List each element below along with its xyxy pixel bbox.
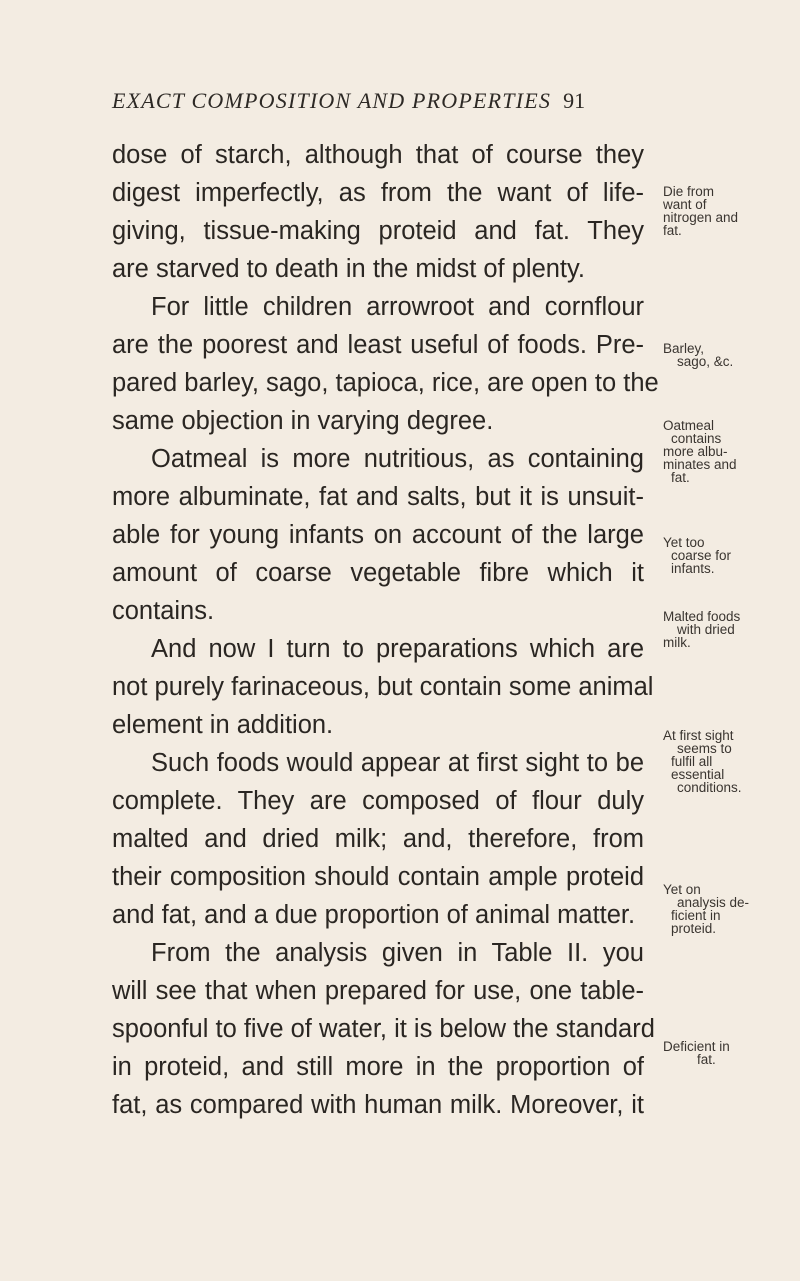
note-line: want of <box>663 197 707 212</box>
note-line: At first sight <box>663 728 734 743</box>
note-line: essential <box>671 767 725 782</box>
margin-note-at-first-sight <box>663 729 742 794</box>
body-line: fat, as compared with human milk. Moreover, it <box>112 1091 644 1119</box>
note-line: Malted foods <box>663 609 741 624</box>
body-line: amount of coarse vegetable fibre which it <box>112 559 644 587</box>
body-line: pared barley, sago, tapioca, rice, are open to the <box>112 369 659 397</box>
note-line: with dried <box>677 622 735 637</box>
body-line: digest imperfectly, as from the want of life- <box>112 179 644 207</box>
margin-note-yet-too-coarse <box>663 536 731 575</box>
body-line: giving, tissue-making proteid and fat. They <box>112 217 644 245</box>
note-line: Deficient in <box>663 1039 730 1054</box>
body-line: their composition should contain ample proteid <box>112 863 644 891</box>
note-line: nitrogen and <box>663 210 739 225</box>
body-line: malted and dried milk; and, therefore, from <box>112 825 644 853</box>
margin-note-die-from-want <box>663 185 738 237</box>
note-line: fat. <box>663 223 682 238</box>
body-line: in proteid, and still more in the proportion of <box>112 1053 644 1081</box>
note-line: conditions. <box>677 780 742 795</box>
page-number: 91 <box>563 88 586 113</box>
body-line: spoonful to five of water, it is below the standard <box>112 1015 655 1043</box>
note-line: fat. <box>697 1052 716 1067</box>
note-line: Yet on <box>663 882 701 897</box>
note-line: Die from <box>663 184 715 199</box>
margin-note-malted-foods <box>663 610 740 649</box>
note-line: Barley, <box>663 341 705 356</box>
body-line: And now I turn to preparations which are <box>151 635 644 663</box>
body-line: element in addition. <box>112 711 334 739</box>
note-line: coarse for <box>671 548 732 563</box>
body-line: For little children arrowroot and cornflour <box>151 293 644 321</box>
note-line: proteid. <box>671 921 717 936</box>
running-header <box>112 88 585 114</box>
note-line: analysis de- <box>677 895 750 910</box>
body-line: From the analysis given in Table II. you <box>151 939 644 967</box>
body-line: Oatmeal is more nutritious, as containing <box>151 445 644 473</box>
note-line: infants. <box>671 561 715 576</box>
body-line: not purely farinaceous, but contain some animal <box>112 673 654 701</box>
margin-note-yet-on-analysis <box>663 883 749 935</box>
body-line: and fat, and a due proportion of animal matter. <box>112 901 636 929</box>
note-line: more albu- <box>663 444 728 459</box>
note-line: sago, &c. <box>677 354 734 369</box>
body-line: will see that when prepared for use, one table- <box>112 977 644 1005</box>
note-line: milk. <box>663 635 691 650</box>
body-line: more albuminate, fat and salts, but it is unsuit- <box>112 483 644 511</box>
body-line: complete. They are composed of flour duly <box>112 787 644 815</box>
body-line: are the poorest and least useful of foods. Pre- <box>112 331 644 359</box>
note-line: minates and <box>663 457 737 472</box>
margin-note-deficient-in-fat <box>663 1040 730 1066</box>
margin-note-barley <box>663 342 733 368</box>
note-line: Oatmeal <box>663 418 715 433</box>
note-line: fulfil all <box>671 754 713 769</box>
body-line: contains. <box>112 597 215 625</box>
body-line: are starved to death in the midst of plenty. <box>112 255 585 283</box>
body-line: same objection in varying degree. <box>112 407 494 435</box>
note-line: ficient in <box>671 908 721 923</box>
note-line: Yet too <box>663 535 705 550</box>
body-line: dose of starch, although that of course they <box>112 141 644 169</box>
header-title: EXACT COMPOSITION AND PROPERTIES <box>112 88 552 113</box>
body-line: able for young infants on account of the large <box>112 521 644 549</box>
note-line: fat. <box>671 470 690 485</box>
margin-note-oatmeal <box>663 419 737 484</box>
note-line: contains <box>671 431 722 446</box>
note-line: seems to <box>677 741 732 756</box>
body-line: Such foods would appear at first sight to be <box>151 749 644 777</box>
